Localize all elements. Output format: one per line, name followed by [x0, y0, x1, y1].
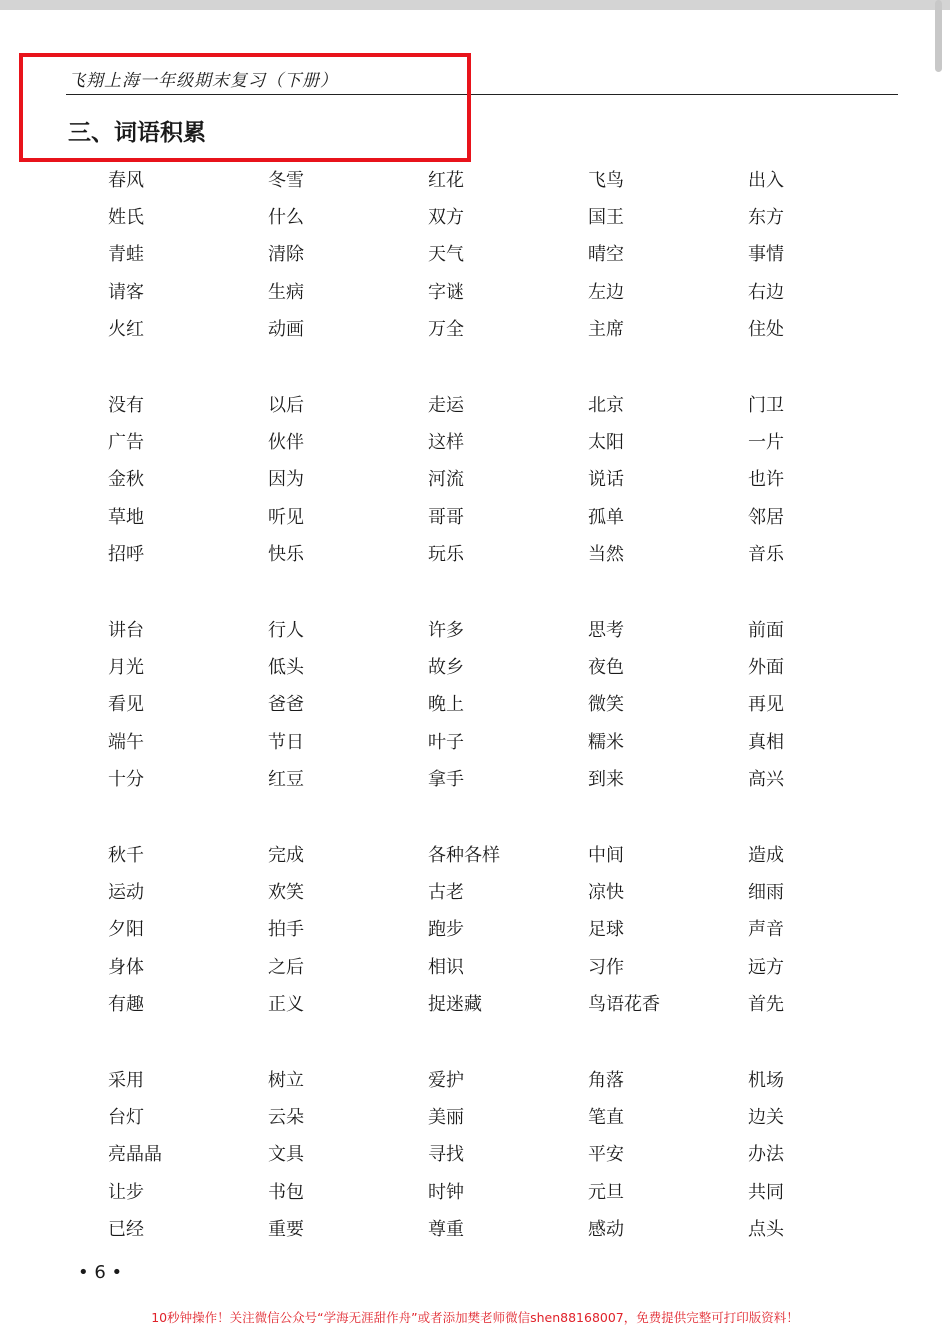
header-title: 飞翔上海一年级期末复习（下册）	[68, 71, 338, 91]
word-row	[108, 724, 908, 761]
word-row	[108, 499, 908, 536]
word-cell: 再见	[748, 694, 784, 716]
word-cell: 爸爸	[268, 694, 304, 716]
word-cell: 草地	[108, 506, 144, 528]
word-cell: 身体	[108, 956, 144, 978]
word-cell: 万全	[428, 319, 464, 341]
word-cell: 足球	[588, 919, 624, 941]
highlight-box	[19, 53, 471, 162]
word-cell: 招呼	[108, 544, 144, 566]
word-cell: 文具	[268, 1144, 304, 1166]
word-cell: 时钟	[428, 1181, 464, 1203]
word-row	[108, 162, 908, 199]
word-cell: 音乐	[748, 544, 784, 566]
word-row	[108, 874, 908, 911]
word-cell: 采用	[108, 1069, 144, 1091]
word-cell: 元旦	[588, 1181, 624, 1203]
word-cell: 孤单	[588, 506, 624, 528]
word-cell: 左边	[588, 281, 624, 303]
word-row	[108, 387, 908, 424]
word-cell: 看见	[108, 694, 144, 716]
word-row	[108, 462, 908, 499]
word-cell: 什么	[268, 207, 304, 229]
word-cell: 节日	[268, 731, 304, 753]
word-cell: 行人	[268, 619, 304, 641]
word-cell: 书包	[268, 1181, 304, 1203]
word-row	[108, 912, 908, 949]
word-cell: 习作	[588, 956, 624, 978]
word-cell: 笔直	[588, 1106, 624, 1128]
top-bar	[0, 0, 950, 10]
word-cell: 感动	[588, 1219, 624, 1241]
word-cell: 台灯	[108, 1106, 144, 1128]
word-cell: 右边	[748, 281, 784, 303]
scrollbar-thumb[interactable]	[935, 0, 942, 72]
word-row	[108, 424, 908, 461]
word-cell: 低头	[268, 656, 304, 678]
word-cell: 捉迷藏	[428, 994, 482, 1016]
word-row	[108, 612, 908, 649]
word-cell: 红豆	[268, 769, 304, 791]
word-cell: 双方	[428, 207, 464, 229]
word-cell: 伙伴	[268, 432, 304, 454]
word-cell: 听见	[268, 506, 304, 528]
word-cell: 哥哥	[428, 506, 464, 528]
word-cell: 一片	[748, 432, 784, 454]
word-cell: 邻居	[748, 506, 784, 528]
word-group	[108, 162, 908, 349]
word-row	[108, 237, 908, 274]
word-cell: 真相	[748, 731, 784, 753]
word-row	[108, 1062, 908, 1099]
word-cell: 夜色	[588, 656, 624, 678]
word-cell: 办法	[748, 1144, 784, 1166]
word-cell: 重要	[268, 1219, 304, 1241]
word-cell: 端午	[108, 731, 144, 753]
word-cell: 没有	[108, 394, 144, 416]
word-row	[108, 537, 908, 574]
word-group	[108, 387, 908, 574]
footer-note: 10秒钟操作！关注微信公众号“学海无涯甜作舟”或者添加樊老师微信shen88168007，免费提供完整可打印版资料！	[151, 1310, 799, 1325]
word-cell: 中间	[588, 844, 624, 866]
word-cell: 事情	[748, 244, 784, 266]
word-cell: 树立	[268, 1069, 304, 1091]
word-row	[108, 761, 908, 798]
word-cell: 说话	[588, 469, 624, 491]
word-cell: 国王	[588, 207, 624, 229]
word-cell: 凉快	[588, 881, 624, 903]
word-group	[108, 1062, 908, 1249]
word-cell: 古老	[428, 881, 464, 903]
word-cell: 寻找	[428, 1144, 464, 1166]
word-row	[108, 1174, 908, 1211]
word-group	[108, 837, 908, 1024]
word-cell: 北京	[588, 394, 624, 416]
word-cell: 太阳	[588, 432, 624, 454]
word-cell: 因为	[268, 469, 304, 491]
word-cell: 以后	[268, 394, 304, 416]
word-cell: 高兴	[748, 769, 784, 791]
section-title: 三、词语积累	[68, 120, 206, 146]
word-cell: 爱护	[428, 1069, 464, 1091]
word-cell: 讲台	[108, 619, 144, 641]
word-cell: 玩乐	[428, 544, 464, 566]
word-cell: 拍手	[268, 919, 304, 941]
word-cell: 晚上	[428, 694, 464, 716]
word-cell: 到来	[588, 769, 624, 791]
word-groups	[108, 162, 908, 1287]
word-cell: 走运	[428, 394, 464, 416]
word-row	[108, 274, 908, 311]
word-cell: 跑步	[428, 919, 464, 941]
word-cell: 飞鸟	[588, 169, 624, 191]
word-cell: 让步	[108, 1181, 144, 1203]
word-cell: 首先	[748, 994, 784, 1016]
word-cell: 当然	[588, 544, 624, 566]
word-cell: 许多	[428, 619, 464, 641]
word-cell: 秋千	[108, 844, 144, 866]
word-row	[108, 1137, 908, 1174]
word-cell: 之后	[268, 956, 304, 978]
word-cell: 鸟语花香	[588, 994, 660, 1016]
word-cell: 故乡	[428, 656, 464, 678]
word-cell: 拿手	[428, 769, 464, 791]
word-cell: 姓氏	[108, 207, 144, 229]
word-cell: 亮晶晶	[108, 1144, 162, 1166]
word-cell: 也许	[748, 469, 784, 491]
word-cell: 字谜	[428, 281, 464, 303]
word-cell: 边关	[748, 1106, 784, 1128]
word-cell: 平安	[588, 1144, 624, 1166]
word-cell: 思考	[588, 619, 624, 641]
word-cell: 红花	[428, 169, 464, 191]
word-group	[108, 612, 908, 799]
word-cell: 细雨	[748, 881, 784, 903]
word-cell: 这样	[428, 432, 464, 454]
word-cell: 十分	[108, 769, 144, 791]
word-cell: 共同	[748, 1181, 784, 1203]
word-cell: 清除	[268, 244, 304, 266]
word-cell: 快乐	[268, 544, 304, 566]
word-cell: 东方	[748, 207, 784, 229]
word-cell: 春风	[108, 169, 144, 191]
word-cell: 请客	[108, 281, 144, 303]
word-cell: 月光	[108, 656, 144, 678]
word-row	[108, 312, 908, 349]
word-cell: 相识	[428, 956, 464, 978]
word-cell: 前面	[748, 619, 784, 641]
word-row	[108, 986, 908, 1023]
word-cell: 外面	[748, 656, 784, 678]
word-cell: 运动	[108, 881, 144, 903]
word-cell: 欢笑	[268, 881, 304, 903]
word-cell: 点头	[748, 1219, 784, 1241]
word-cell: 动画	[268, 319, 304, 341]
word-cell: 机场	[748, 1069, 784, 1091]
word-cell: 生病	[268, 281, 304, 303]
word-row	[108, 687, 908, 724]
page-number: • 6 •	[78, 1262, 123, 1283]
word-cell: 青蛙	[108, 244, 144, 266]
word-cell: 美丽	[428, 1106, 464, 1128]
word-cell: 叶子	[428, 731, 464, 753]
word-cell: 正义	[268, 994, 304, 1016]
word-cell: 尊重	[428, 1219, 464, 1241]
word-row	[108, 649, 908, 686]
word-row	[108, 1211, 908, 1248]
word-cell: 微笑	[588, 694, 624, 716]
word-cell: 出入	[748, 169, 784, 191]
word-cell: 夕阳	[108, 919, 144, 941]
word-cell: 天气	[428, 244, 464, 266]
word-cell: 广告	[108, 432, 144, 454]
word-cell: 冬雪	[268, 169, 304, 191]
word-cell: 河流	[428, 469, 464, 491]
word-cell: 完成	[268, 844, 304, 866]
word-cell: 住处	[748, 319, 784, 341]
word-cell: 金秋	[108, 469, 144, 491]
word-cell: 主席	[588, 319, 624, 341]
word-row	[108, 837, 908, 874]
word-cell: 角落	[588, 1069, 624, 1091]
word-cell: 声音	[748, 919, 784, 941]
word-cell: 造成	[748, 844, 784, 866]
word-cell: 云朵	[268, 1106, 304, 1128]
word-cell: 糯米	[588, 731, 624, 753]
word-cell: 已经	[108, 1219, 144, 1241]
word-cell: 有趣	[108, 994, 144, 1016]
word-row	[108, 949, 908, 986]
word-row	[108, 199, 908, 236]
word-cell: 各种各样	[428, 844, 500, 866]
word-cell: 火红	[108, 319, 144, 341]
word-cell: 晴空	[588, 244, 624, 266]
word-cell: 门卫	[748, 394, 784, 416]
word-row	[108, 1099, 908, 1136]
word-cell: 远方	[748, 956, 784, 978]
